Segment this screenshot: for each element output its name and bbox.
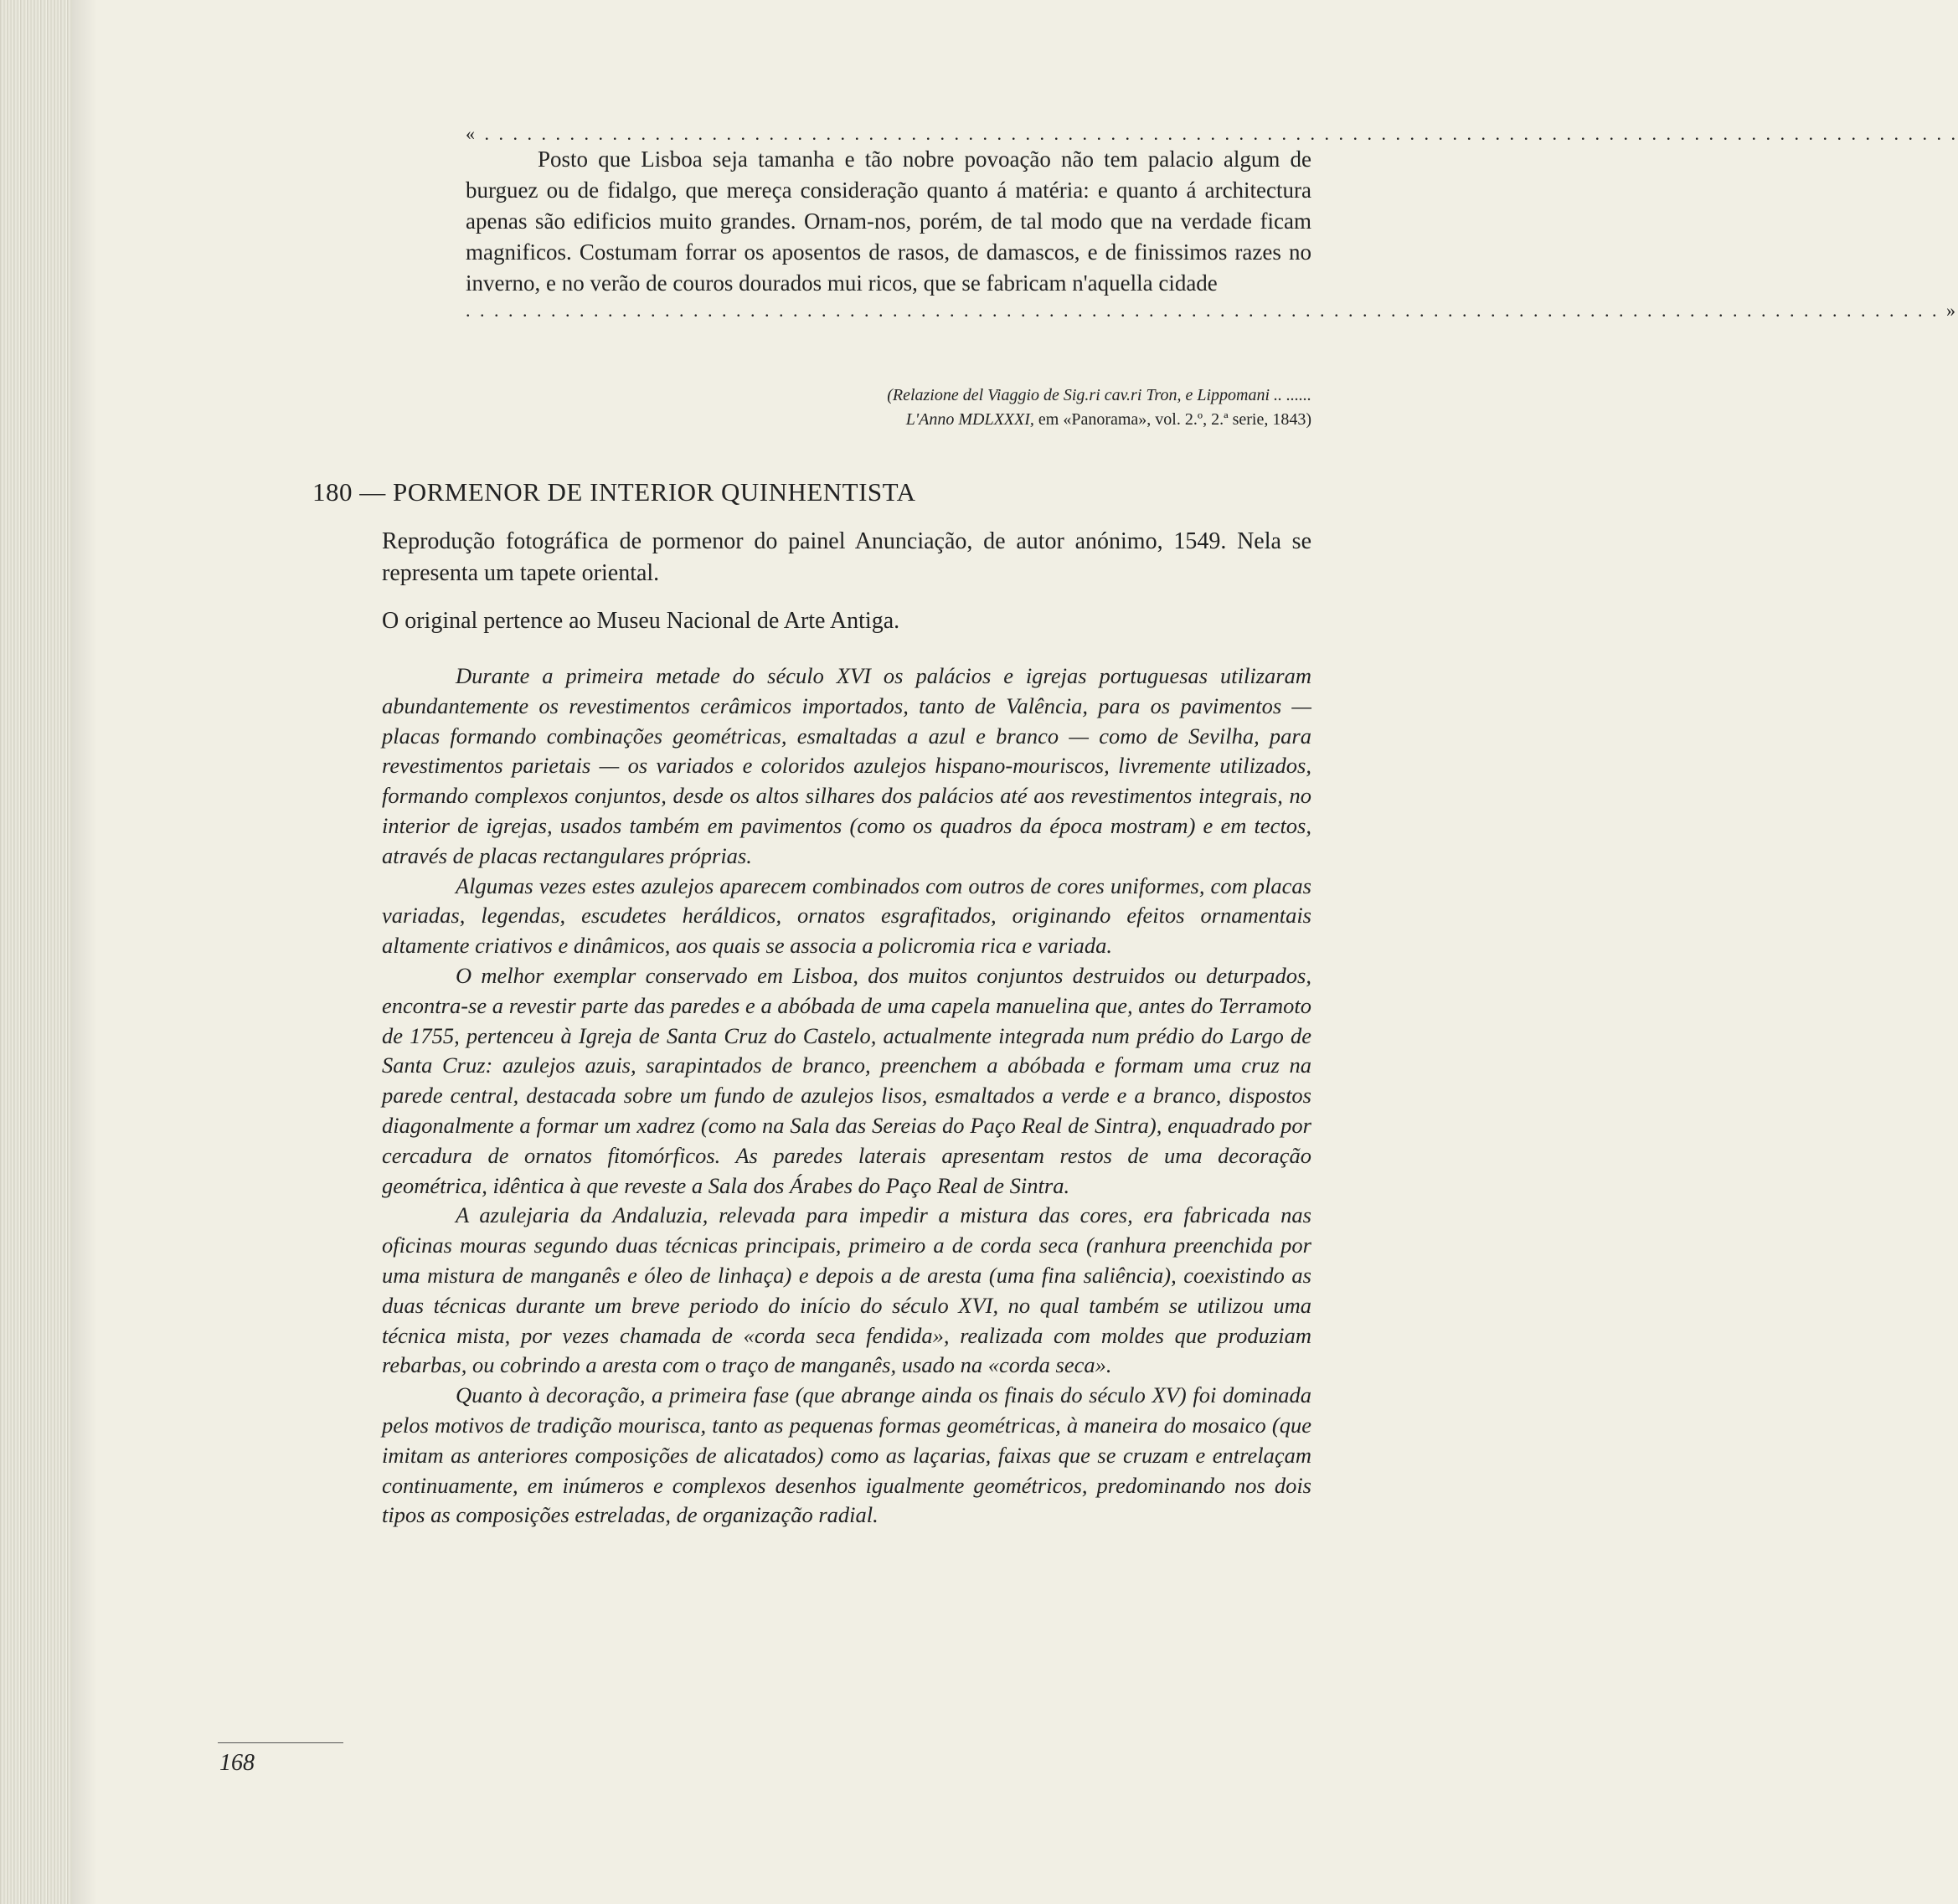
essay-paragraph: A azulejaria da Andaluzia, relevada para impedir a mistura das cores, era fabricada nas oficinas mouras segundo duas técnicas principais, primeiro a de corda seca (ranhura preenchida por uma mistura de manganês e óleo de linhaça) e depois a de aresta (uma fina saliência), coexistindo as duas técnicas durante um breve periodo do início do século XVI, no qual também se utilizou uma técnica mista, por vezes chamada de «corda seca fendida», realizada com moldes que produziam rebarbas, ou cobrindo a aresta com o traço de manganês, usado na «corda seca». bbox=[382, 1202, 1311, 1378]
footer-rule bbox=[218, 1742, 343, 1743]
source-line-2 bbox=[586, 408, 1311, 432]
essay-text bbox=[382, 661, 1311, 1531]
page-number: 168 bbox=[219, 1750, 255, 1776]
gutter-shadow bbox=[72, 0, 97, 1904]
essay-paragraph: Quanto à decoração, a primeira fase (que abrange ainda os finais do século XV) foi dominada pelos motivos de tradição mourisca, tanto as pequenas formas geométricas, à maneira do mosaico (que imitam as anteriores composições de alicatados) como as laçarias, faixas que se cruzam e entrelaçam continuamente, em inúmeros e complexos desenhos igualmente geométricos, predominando nos dois tipos as composições estreladas, de organização radial. bbox=[382, 1382, 1311, 1528]
source-title: L'Anno MDLXXXI, bbox=[905, 410, 1034, 429]
quote-close-ellipsis: . . . . . . . . . . . . . . . . . . . . . . . . . . . . . . . . . . . . . . . . . . . . . . . . . . . . . . . . . . . . . . . . . . . . . . . . . . . . . . . . . . . . . . . . . . . . . . . . . . . . . . . . » bbox=[466, 300, 1958, 321]
quote-text: Posto que Lisboa seja tamanha e tão nobre povoação não tem palacio algum de burguez ou de fidalgo, que mereça consideração quanto á matéria: e quanto á architectura apenas são edificios muito grandes. Ornam-nos, porém, de tal modo que na verdade ficam magnificos. Costumam forrar os aposentos de rasos, de damascos, e de finissimos razes no inverno, e no verão de couros dourados mui ricos, que se fabricam n'aquella cidade bbox=[466, 147, 1311, 296]
quote-source-citation bbox=[586, 383, 1311, 432]
essay-paragraph: Algumas vezes estes azulejos aparecem combinados com outros de cores uniformes, com placas variadas, legendas, escudetes heráldicos, ornatos esgrafitados, originando efeitos ornamentais altamente criativos e dinâmicos, aos quais se associa a policromia rica e variada. bbox=[382, 872, 1311, 959]
quotation-block bbox=[466, 123, 1958, 321]
essay-paragraph: Durante a primeira metade do século XVI os palácios e igrejas portuguesas utilizaram abundantemente os revestimentos cerâmicos importados, tanto de Valência, para os pavimentos — placas formando combinações geométricas, esmaltadas a azul e branco — como de Sevilha, para revestimentos parietais — os variados e coloridos azulejos hispano-mouriscos, livremente utilizados, formando complexos conjuntos, desde os altos silhares dos palácios até aos revestimentos integrais, no interior de igrejas, usados também em pavimentos (como os quadros da época mostram) e em tectos, através de placas rectangulares próprias. bbox=[382, 663, 1311, 868]
quote-open-ellipsis: « . . . . . . . . . . . . . . . . . . . . . . . . . . . . . . . . . . . . . . . . . . . . . . . . . . . . . . . . . . . . . . . . . . . . . . . . . . . . . . . . . . . . . . . . . . . . . . . . . . . . . . . . bbox=[466, 123, 1958, 144]
caption-paragraph-1: Reprodução fotográfica de pormenor do painel Anunciação, de autor anónimo, 1549. Nela se representa um tapete oriental. bbox=[382, 528, 1311, 586]
book-gutter bbox=[0, 0, 72, 1904]
caption-paragraph-2: O original pertence ao Museu Nacional de Arte Antiga. bbox=[382, 608, 900, 634]
section-heading: 180 — PORMENOR DE INTERIOR QUINHENTISTA bbox=[312, 477, 916, 507]
source-line-1: (Relazione del Viaggio de Sig.ri cav.ri Tron, e Lippomani .. ...... bbox=[887, 386, 1311, 404]
reproduction-caption bbox=[382, 526, 1311, 653]
essay-paragraph: O melhor exemplar conservado em Lisboa, dos muitos conjuntos destruidos ou deturpados, encontra-se a revestir parte das paredes e a abóbada de uma capela manuelina que, antes do Terramoto de 1755, pertenceu à Igreja de Santa Cruz do Castelo, actualmente integrada num prédio do Largo de Santa Cruz: azulejos azuis, sarapintados de branco, preenchem a abóbada e formam uma cruz na parede central, destacada sobre um fundo de azulejos lisos, esmaltados a verde e a branco, dispostos diagonalmente a formar um xadrez (como na Sala das Sereias do Paço Real de Sintra), enquadrado por cercadura de ornatos fitomórficos. As paredes laterais apresentam restos de uma decoração geométrica, idêntica à que reveste a Sala dos Árabes do Paço Real de Sintra. bbox=[382, 962, 1311, 1198]
source-publication: em «Panorama», vol. 2.º, 2.ª serie, 1843) bbox=[1038, 410, 1311, 429]
